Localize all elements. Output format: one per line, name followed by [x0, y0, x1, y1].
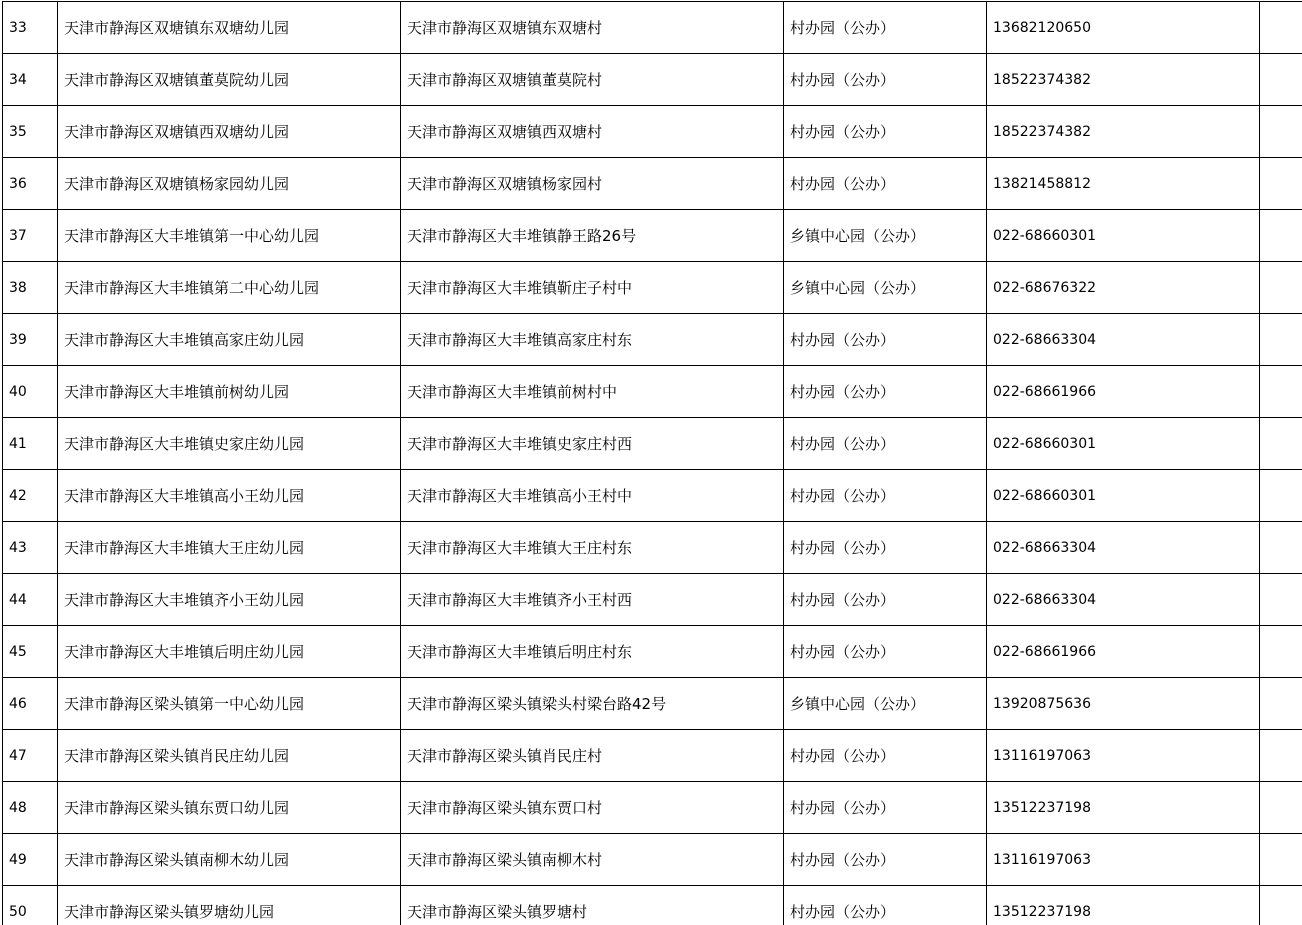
phone-text: 18522374382	[993, 71, 1091, 88]
index-text: 44	[9, 591, 27, 608]
address-text: 天津市静海区双塘镇杨家园村	[407, 174, 603, 193]
cell-remark	[1260, 886, 1302, 925]
cell-index	[3, 418, 58, 470]
phone-text: 022-68660301	[993, 435, 1097, 452]
cell-phone	[987, 314, 1260, 366]
index-text: 37	[9, 227, 27, 244]
address-text: 天津市静海区大丰堆镇高小王村中	[407, 486, 633, 505]
address-text: 天津市静海区梁头镇梁头村梁台路42号	[407, 694, 667, 713]
cell-index	[3, 522, 58, 574]
table-row	[3, 158, 1302, 210]
table-row	[3, 314, 1302, 366]
address-text: 天津市静海区梁头镇肖民庄村	[407, 746, 603, 765]
cell-type	[784, 418, 987, 470]
address-text: 天津市静海区梁头镇东贾口村	[407, 798, 603, 817]
name-text: 天津市静海区大丰堆镇后明庄幼儿园	[64, 642, 305, 661]
address-text: 天津市静海区大丰堆镇史家庄村西	[407, 434, 633, 453]
cell-name	[58, 626, 401, 678]
table-row	[3, 834, 1302, 886]
table-row	[3, 730, 1302, 782]
cell-remark	[1260, 782, 1302, 834]
index-text: 40	[9, 383, 27, 400]
cell-remark	[1260, 2, 1302, 54]
address-text: 天津市静海区大丰堆镇高家庄村东	[407, 330, 633, 349]
cell-remark	[1260, 678, 1302, 730]
cell-type	[784, 678, 987, 730]
cell-phone	[987, 834, 1260, 886]
cell-phone	[987, 158, 1260, 210]
table-row	[3, 574, 1302, 626]
cell-name	[58, 54, 401, 106]
name-text: 天津市静海区大丰堆镇前树幼儿园	[64, 382, 290, 401]
type-text: 村办园（公办）	[790, 486, 896, 505]
cell-address	[401, 782, 784, 834]
phone-text: 022-68661966	[993, 383, 1097, 400]
cell-phone	[987, 262, 1260, 314]
cell-name	[58, 2, 401, 54]
index-text: 49	[9, 851, 27, 868]
cell-phone	[987, 210, 1260, 262]
table-row	[3, 886, 1302, 925]
cell-index	[3, 470, 58, 522]
name-text: 天津市静海区梁头镇南柳木幼儿园	[64, 850, 290, 869]
cell-name	[58, 158, 401, 210]
type-text: 村办园（公办）	[790, 850, 896, 869]
cell-name	[58, 782, 401, 834]
cell-name	[58, 262, 401, 314]
cell-name	[58, 470, 401, 522]
cell-remark	[1260, 314, 1302, 366]
cell-type	[784, 262, 987, 314]
cell-type	[784, 522, 987, 574]
type-text: 村办园（公办）	[790, 746, 896, 765]
phone-text: 13116197063	[993, 747, 1091, 764]
type-text: 乡镇中心园（公办）	[790, 694, 926, 713]
type-text: 村办园（公办）	[790, 122, 896, 141]
type-text: 村办园（公办）	[790, 18, 896, 37]
name-text: 天津市静海区大丰堆镇高小王幼儿园	[64, 486, 305, 505]
cell-address	[401, 678, 784, 730]
type-text: 村办园（公办）	[790, 902, 896, 921]
cell-remark	[1260, 106, 1302, 158]
name-text: 天津市静海区大丰堆镇第一中心幼儿园	[64, 226, 320, 245]
name-text: 天津市静海区双塘镇西双塘幼儿园	[64, 122, 290, 141]
address-text: 天津市静海区大丰堆镇前树村中	[407, 382, 618, 401]
cell-type	[784, 626, 987, 678]
cell-remark	[1260, 262, 1302, 314]
phone-text: 13821458812	[993, 175, 1091, 192]
address-text: 天津市静海区大丰堆镇后明庄村东	[407, 642, 633, 661]
cell-type	[784, 158, 987, 210]
table-row	[3, 782, 1302, 834]
type-text: 村办园（公办）	[790, 174, 896, 193]
cell-address	[401, 470, 784, 522]
phone-text: 022-68663304	[993, 539, 1097, 556]
index-text: 35	[9, 123, 27, 140]
cell-phone	[987, 418, 1260, 470]
cell-address	[401, 210, 784, 262]
cell-type	[784, 106, 987, 158]
cell-index	[3, 158, 58, 210]
type-text: 村办园（公办）	[790, 538, 896, 557]
cell-type	[784, 314, 987, 366]
address-text: 天津市静海区大丰堆镇静王路26号	[407, 226, 637, 245]
name-text: 天津市静海区双塘镇东双塘幼儿园	[64, 18, 290, 37]
cell-name	[58, 106, 401, 158]
cell-type	[784, 730, 987, 782]
type-text: 乡镇中心园（公办）	[790, 278, 926, 297]
phone-text: 022-68660301	[993, 487, 1097, 504]
cell-index	[3, 262, 58, 314]
index-text: 46	[9, 695, 27, 712]
index-text: 48	[9, 799, 27, 816]
cell-index	[3, 886, 58, 925]
cell-index	[3, 2, 58, 54]
cell-name	[58, 886, 401, 925]
cell-remark	[1260, 730, 1302, 782]
cell-type	[784, 782, 987, 834]
cell-address	[401, 626, 784, 678]
cell-address	[401, 366, 784, 418]
table-row	[3, 210, 1302, 262]
cell-phone	[987, 522, 1260, 574]
cell-index	[3, 210, 58, 262]
cell-address	[401, 158, 784, 210]
name-text: 天津市静海区梁头镇第一中心幼儿园	[64, 694, 305, 713]
cell-address	[401, 730, 784, 782]
cell-type	[784, 886, 987, 925]
cell-name	[58, 834, 401, 886]
cell-remark	[1260, 470, 1302, 522]
cell-type	[784, 366, 987, 418]
table-row	[3, 418, 1302, 470]
address-text: 天津市静海区大丰堆镇大王庄村东	[407, 538, 633, 557]
type-text: 村办园（公办）	[790, 70, 896, 89]
cell-remark	[1260, 418, 1302, 470]
table-row	[3, 54, 1302, 106]
cell-address	[401, 522, 784, 574]
table-row	[3, 262, 1302, 314]
cell-phone	[987, 106, 1260, 158]
index-text: 33	[9, 19, 27, 36]
cell-index	[3, 678, 58, 730]
index-text: 45	[9, 643, 27, 660]
cell-index	[3, 106, 58, 158]
index-text: 38	[9, 279, 27, 296]
cell-phone	[987, 626, 1260, 678]
cell-index	[3, 626, 58, 678]
cell-type	[784, 834, 987, 886]
phone-text: 13512237198	[993, 903, 1091, 920]
table-row	[3, 106, 1302, 158]
cell-phone	[987, 470, 1260, 522]
cell-phone	[987, 730, 1260, 782]
type-text: 村办园（公办）	[790, 382, 896, 401]
cell-name	[58, 678, 401, 730]
phone-text: 022-68663304	[993, 591, 1097, 608]
name-text: 天津市静海区梁头镇罗塘幼儿园	[64, 902, 275, 921]
address-text: 天津市静海区双塘镇东双塘村	[407, 18, 603, 37]
index-text: 50	[9, 903, 27, 920]
phone-text: 13682120650	[993, 19, 1091, 36]
cell-remark	[1260, 210, 1302, 262]
address-text: 天津市静海区双塘镇西双塘村	[407, 122, 603, 141]
table-row	[3, 678, 1302, 730]
name-text: 天津市静海区大丰堆镇齐小王幼儿园	[64, 590, 305, 609]
address-text: 天津市静海区双塘镇董莫院村	[407, 70, 603, 89]
cell-type	[784, 574, 987, 626]
phone-text: 13920875636	[993, 695, 1091, 712]
cell-remark	[1260, 626, 1302, 678]
cell-index	[3, 782, 58, 834]
phone-text: 022-68660301	[993, 227, 1097, 244]
cell-name	[58, 418, 401, 470]
cell-name	[58, 730, 401, 782]
cell-remark	[1260, 522, 1302, 574]
cell-address	[401, 574, 784, 626]
cell-index	[3, 730, 58, 782]
kindergarten-table	[2, 1, 1302, 925]
name-text: 天津市静海区梁头镇肖民庄幼儿园	[64, 746, 290, 765]
table-row	[3, 2, 1302, 54]
cell-phone	[987, 574, 1260, 626]
cell-address	[401, 886, 784, 925]
phone-text: 13512237198	[993, 799, 1091, 816]
index-text: 36	[9, 175, 27, 192]
type-text: 乡镇中心园（公办）	[790, 226, 926, 245]
cell-phone	[987, 2, 1260, 54]
cell-phone	[987, 366, 1260, 418]
type-text: 村办园（公办）	[790, 434, 896, 453]
cell-phone	[987, 886, 1260, 925]
cell-type	[784, 54, 987, 106]
phone-text: 022-68661966	[993, 643, 1097, 660]
name-text: 天津市静海区双塘镇杨家园幼儿园	[64, 174, 290, 193]
cell-index	[3, 834, 58, 886]
address-text: 天津市静海区大丰堆镇齐小王村西	[407, 590, 633, 609]
cell-remark	[1260, 366, 1302, 418]
cell-phone	[987, 678, 1260, 730]
cell-type	[784, 210, 987, 262]
type-text: 村办园（公办）	[790, 642, 896, 661]
table-row	[3, 470, 1302, 522]
phone-text: 18522374382	[993, 123, 1091, 140]
cell-type	[784, 470, 987, 522]
name-text: 天津市静海区大丰堆镇第二中心幼儿园	[64, 278, 320, 297]
address-text: 天津市静海区大丰堆镇靳庄子村中	[407, 278, 633, 297]
cell-name	[58, 522, 401, 574]
cell-name	[58, 314, 401, 366]
cell-address	[401, 418, 784, 470]
cell-remark	[1260, 834, 1302, 886]
index-text: 47	[9, 747, 27, 764]
table-row	[3, 366, 1302, 418]
type-text: 村办园（公办）	[790, 330, 896, 349]
cell-type	[784, 2, 987, 54]
cell-name	[58, 366, 401, 418]
cell-name	[58, 574, 401, 626]
cell-address	[401, 54, 784, 106]
name-text: 天津市静海区大丰堆镇大王庄幼儿园	[64, 538, 305, 557]
name-text: 天津市静海区大丰堆镇高家庄幼儿园	[64, 330, 305, 349]
cell-index	[3, 366, 58, 418]
cell-address	[401, 106, 784, 158]
cell-remark	[1260, 158, 1302, 210]
index-text: 41	[9, 435, 27, 452]
address-text: 天津市静海区梁头镇南柳木村	[407, 850, 603, 869]
cell-name	[58, 210, 401, 262]
cell-remark	[1260, 54, 1302, 106]
cell-address	[401, 262, 784, 314]
index-text: 43	[9, 539, 27, 556]
name-text: 天津市静海区双塘镇董莫院幼儿园	[64, 70, 290, 89]
type-text: 村办园（公办）	[790, 798, 896, 817]
phone-text: 022-68676322	[993, 279, 1097, 296]
cell-phone	[987, 782, 1260, 834]
type-text: 村办园（公办）	[790, 590, 896, 609]
table-body	[3, 2, 1302, 925]
cell-address	[401, 2, 784, 54]
address-text: 天津市静海区梁头镇罗塘村	[407, 902, 588, 921]
name-text: 天津市静海区大丰堆镇史家庄幼儿园	[64, 434, 305, 453]
cell-address	[401, 834, 784, 886]
cell-index	[3, 574, 58, 626]
index-text: 42	[9, 487, 27, 504]
cell-address	[401, 314, 784, 366]
cell-index	[3, 314, 58, 366]
phone-text: 022-68663304	[993, 331, 1097, 348]
phone-text: 13116197063	[993, 851, 1091, 868]
cell-phone	[987, 54, 1260, 106]
index-text: 34	[9, 71, 27, 88]
table-row	[3, 626, 1302, 678]
table-row	[3, 522, 1302, 574]
cell-index	[3, 54, 58, 106]
name-text: 天津市静海区梁头镇东贾口幼儿园	[64, 798, 290, 817]
index-text: 39	[9, 331, 27, 348]
cell-remark	[1260, 574, 1302, 626]
